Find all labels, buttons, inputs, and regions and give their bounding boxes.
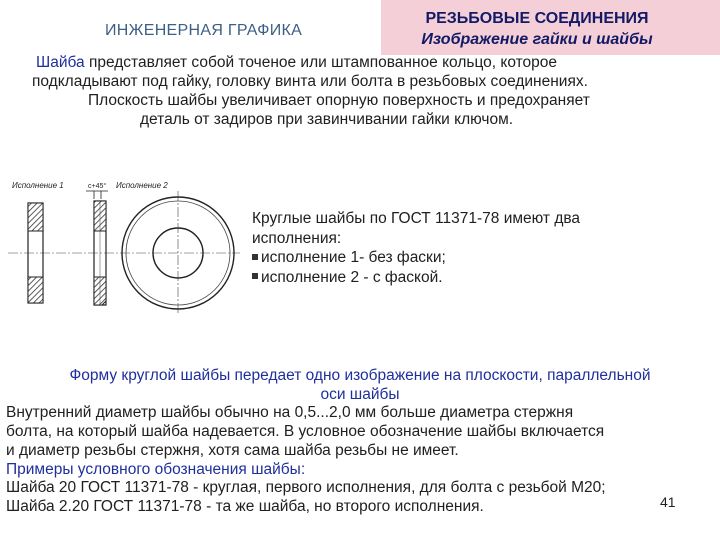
washer-drawing — [8, 175, 243, 321]
types-line-1: Круглые шайбы по ГОСТ 11371-78 имеют два — [252, 210, 581, 227]
page-number: 41 — [660, 494, 676, 510]
intro-line-2: подкладывают под гайку, головку винта или болта в резьбовых соединениях. — [32, 73, 588, 90]
term-washer: Шайба — [36, 54, 85, 71]
label-type-2: Исполнение 2 — [116, 181, 168, 190]
example-1: Шайба 20 ГОСТ 11371-78 - круглая, первого исполнения, для болта с резьбой М20; — [6, 479, 606, 497]
form-line-2: оси шайбы — [320, 385, 400, 403]
intro-line-3: Плоскость шайбы увеличивает опорную поверхность и предохраняет — [88, 92, 590, 109]
examples-heading: Примеры условного обозначения шайбы: — [6, 460, 306, 478]
inner-diameter-line-3: и диаметр резьбы стержня, хотя сама шайба резьбы не имеет. — [6, 441, 459, 459]
slide-title: РЕЗЬБОВЫЕ СОЕДИНЕНИЯ — [425, 10, 649, 27]
subject-heading: ИНЖЕНЕРНАЯ ГРАФИКА — [105, 22, 303, 39]
intro-line-4: деталь от задиров при завинчивании гайки ключом. — [140, 111, 514, 128]
bullet-icon — [252, 254, 258, 260]
form-line-1: Форму круглой шайбы передает одно изображение на плоскости, параллельной — [69, 367, 651, 384]
types-line-2: исполнения: — [252, 229, 342, 247]
label-type-1: Исполнение 1 — [12, 181, 64, 190]
body-text — [0, 367, 720, 517]
types-item-2: исполнение 2 - с фаской. — [252, 268, 712, 288]
chamfer-label: c+45° — [88, 183, 107, 190]
washer-types — [252, 209, 712, 287]
types-item-1: исполнение 1- без фаски; — [252, 248, 712, 268]
intro-line-1: Шайба представляет собой точеное или штампованное кольцо, которое — [36, 54, 558, 71]
inner-diameter-line-2: болта, на который шайба надевается. В условное обозначение шайбы включается — [6, 423, 605, 441]
intro-paragraph — [0, 53, 720, 129]
slide-subtitle: Изображение гайки и шайбы — [421, 31, 653, 48]
inner-diameter-line-1: Внутренний диаметр шайбы обычно на 0,5...2,0 мм больше диаметра стержня — [6, 404, 574, 422]
example-2: Шайба 2.20 ГОСТ 11371-78 - та же шайба, но второго исполнения. — [6, 497, 484, 515]
bullet-icon — [252, 273, 258, 279]
